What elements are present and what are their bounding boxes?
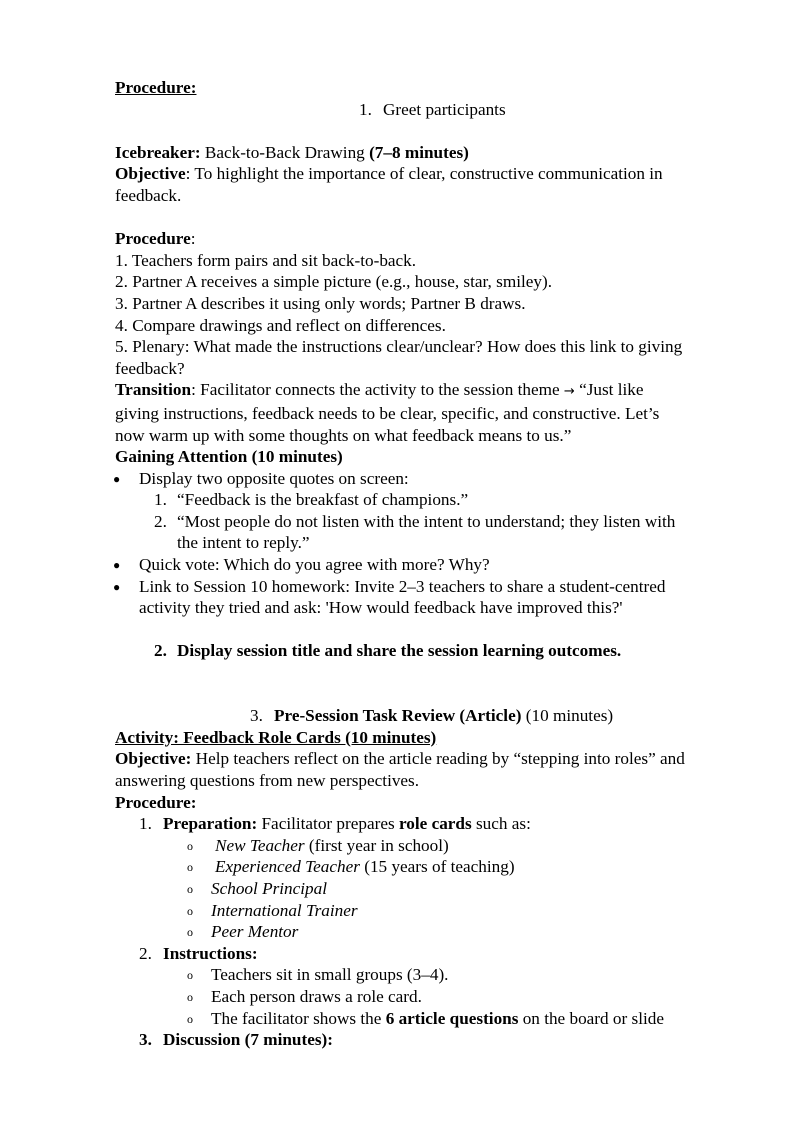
- instruction-subitem: o The facilitator shows the 6 article questions on the board or slide: [115, 1008, 745, 1030]
- right-arrow-icon: →: [563, 384, 575, 400]
- instruction-subitem: o Each person draws a role card.: [115, 986, 745, 1008]
- procedure-step: 5. Plenary: What made the instructions clear/unclear? How does this link to giving: [115, 337, 683, 357]
- step-display-title: 2. Display session title and share the session learning outcomes.: [154, 641, 622, 661]
- quote-item: 1. “Feedback is the breakfast of champions.”: [154, 490, 469, 510]
- procedure-step: 4. Compare drawings and reflect on differences.: [115, 315, 446, 335]
- step-number: 1.: [359, 99, 372, 119]
- procedure-step: 2. Partner A receives a simple picture (e.g., house, star, smiley).: [115, 272, 552, 292]
- activity-heading: Activity: Feedback Role Cards (10 minutes): [115, 727, 437, 747]
- circle-bullet-icon: o: [187, 925, 193, 940]
- icebreaker-objective-cont: feedback.: [115, 185, 182, 205]
- activity-objective: Objective: Help teachers reflect on the article reading by “stepping into roles” and: [115, 749, 685, 769]
- step-text: Greet participants: [383, 99, 506, 119]
- bullet-item: ● Display two opposite quotes on screen:: [115, 468, 745, 490]
- bullet-item-cont: activity they tried and ask: 'How would feedback have improved this?': [139, 598, 623, 618]
- circle-bullet-icon: o: [187, 881, 193, 896]
- quote-item: 2. “Most people do not listen with the intent to understand; they listen with: [154, 511, 676, 531]
- circle-bullet-icon: o: [187, 968, 193, 983]
- bullet-icon: ●: [113, 558, 121, 573]
- circle-bullet-icon: o: [187, 903, 193, 918]
- circle-bullet-icon: o: [187, 989, 193, 1004]
- step-greet: [115, 99, 745, 121]
- transition-cont: now warm up with some thoughts on what feedback means to us.”: [115, 425, 572, 445]
- role-item: o Peer Mentor: [115, 921, 745, 943]
- bullet-item: ● Link to Session 10 homework: Invite 2–3 teachers to share a student-centred: [115, 576, 745, 598]
- icebreaker-procedure-heading: Procedure:: [115, 229, 196, 249]
- circle-bullet-icon: o: [187, 1011, 193, 1026]
- icebreaker-objective: Objective: To highlight the importance of clear, constructive communication in: [115, 164, 663, 184]
- bullet-icon: ●: [113, 471, 121, 486]
- role-item: o Experienced Teacher (15 years of teaching): [115, 856, 745, 878]
- role-item: o School Principal: [115, 878, 745, 900]
- prep-item: 1. Preparation: Facilitator prepares role cards such as:: [139, 814, 531, 834]
- transition-cont: giving instructions, feedback needs to be clear, specific, and constructive. Let’s: [115, 403, 660, 423]
- quote-item-cont: the intent to reply.”: [177, 533, 310, 553]
- procedure-heading: Procedure:: [115, 78, 197, 97]
- procedure-step: 3. Partner A describes it using only words; Partner B draws.: [115, 293, 526, 313]
- procedure-step-cont: feedback?: [115, 358, 185, 378]
- activity-objective-cont: answering questions from new perspectives.: [115, 771, 420, 790]
- icebreaker-line: Icebreaker: Back-to-Back Drawing (7–8 minutes): [115, 142, 469, 162]
- role-item: o New Teacher (first year in school): [115, 835, 745, 857]
- bullet-icon: ●: [113, 579, 121, 594]
- bullet-item: ● Quick vote: Which do you agree with more? Why?: [115, 554, 745, 576]
- instructions-item: 2. Instructions:: [139, 943, 258, 963]
- step-presession: 3. Pre-Session Task Review (Article) (10 minutes): [250, 706, 614, 726]
- gaining-attention-heading: Gaining Attention (10 minutes): [115, 447, 343, 467]
- circle-bullet-icon: o: [187, 838, 193, 853]
- circle-bullet-icon: o: [187, 860, 193, 875]
- instruction-subitem: o Teachers sit in small groups (3–4).: [115, 964, 745, 986]
- transition-line: Transition: Facilitator connects the activity to the session theme → “Just like: [115, 380, 644, 400]
- procedure-step: 1. Teachers form pairs and sit back-to-back.: [115, 250, 417, 270]
- document-page: [115, 77, 745, 1051]
- activity-procedure-heading: Procedure:: [115, 792, 197, 812]
- discussion-item: 3. Discussion (7 minutes):: [139, 1030, 333, 1050]
- role-item: o International Trainer: [115, 900, 745, 922]
